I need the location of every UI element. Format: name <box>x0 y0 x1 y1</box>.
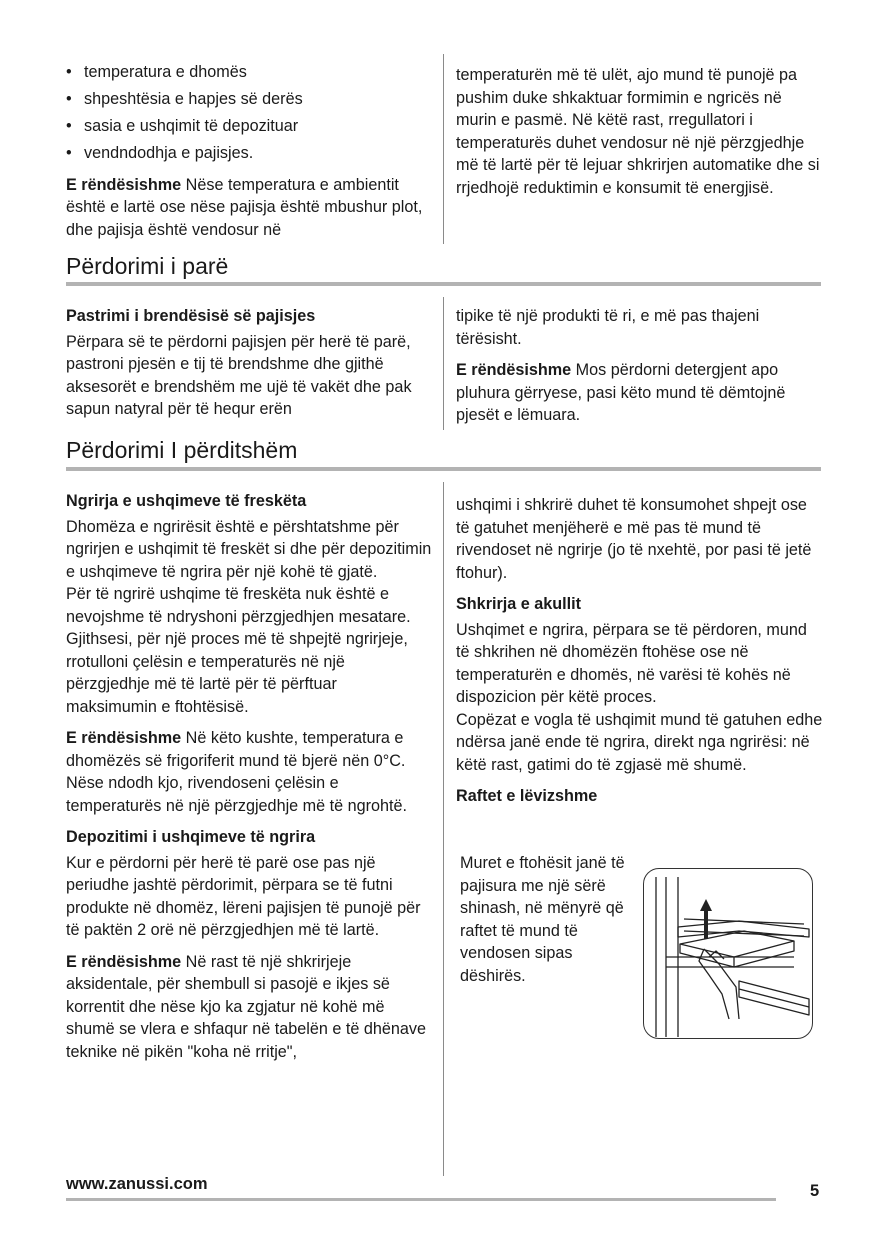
body-paragraph: temperaturën më të ulët, ajo mund të punojë pa pushim duke shkaktuar formimin e ngricës në murin e pasmë. Në këtë rast, rregullatori i temperaturës duhet vendosur në një përzgjedhje më të lartë për të lejuar shkrirjen automatike dhe si rrjedhojë reduktimin e konsumit të energjisë. <box>456 66 820 197</box>
heading-rule <box>66 282 821 286</box>
body-paragraph: Dhomëza e ngrirësit është e përshtatshme për ngrirjen e ushqimit të freskët si dhe për depozitimin e ushqimeve të ngrira për një kohë të gjatë. <box>66 517 432 581</box>
section1-right-column <box>456 305 824 427</box>
list-item: • vendndodhja e pajisjes. <box>66 142 432 165</box>
section2-left-column <box>66 490 432 1063</box>
list-item: • temperatura e dhomës <box>66 61 432 84</box>
body-paragraph: Copëzat e vogla të ushqimit mund të gatuhen edhe ndërsa janë ende të ngrira, direkt nga ngrirësi: në këtë rast, gatimi do të zgjasë më shumë. <box>456 710 823 774</box>
bullet-list <box>66 61 432 165</box>
body-paragraph: Muret e ftohësit janë të pajisura me një sërë shinash, në mënyrë që raftet të mund të vendosen sipas dëshirës. <box>460 854 625 985</box>
section-heading-first-use: Përdorimi i parë <box>66 253 229 279</box>
note-paragraph <box>66 951 432 1064</box>
section2-right-column <box>456 494 824 808</box>
subheading-defrosting: Shkrirja e akullit <box>456 595 582 613</box>
subheading-movable-shelves: Raftet e lëvizshme <box>456 787 598 805</box>
list-item: • shpeshtësia e hapjes së derës <box>66 88 432 111</box>
body-paragraph: Përpara së te përdorni pajisjen për herë të parë, pastroni pjesën e tij të brendshme dhe gjithë aksesorët e brendshëm me ujë të vakët dhe pak sapun natyral për të hequr erën <box>66 332 412 418</box>
website-link[interactable]: www.zanussi.com <box>66 1175 208 1193</box>
footer-rule <box>66 1198 776 1201</box>
body-paragraph: Për të ngrirë ushqime të freskëta nuk është e nevojshme të ndryshoni përzgjedhjen mesatare. <box>66 585 411 626</box>
list-item: • sasia e ushqimit të depozituar <box>66 115 432 138</box>
shelf-description <box>460 852 630 987</box>
note-label: E rëndësishme <box>66 729 182 747</box>
body-paragraph: Ushqimet e ngrira, përpara se të përdoren, mund të shkrihen në dhomëzën ftohëse ose në temperaturën e dhomës, në varësi të kohës në dispozicion për këtë proces. <box>456 620 807 706</box>
subheading-freezing: Ngrirja e ushqimeve të freskëta <box>66 492 307 510</box>
note-paragraph <box>456 359 824 427</box>
body-paragraph: Kur e përdorni për herë të parë ose pas një periudhe jashtë përdorimit, përpara se të futni produkte në dhomëz, lëreni pajisjen të punojë për të paktën 2 orë në përzgjedhjen më të lartë. <box>66 853 421 939</box>
note-text: Nëse temperatura e ambientit është e lartë ose nëse pajisja është mbushur plot, dhe pajisja është vendosur në <box>66 175 423 239</box>
column-divider <box>443 482 444 1176</box>
note-text: Në rast të një shkrirjeje aksidentale, për shembull si pasojë e ikjes së korrentit dhe nëse kjo ka zgjatur në kohë më shumë se vlera e shfaqur në tabelën e të dhënave teknike në pikën "koha në rritje", <box>66 952 426 1061</box>
section-heading-daily-use: Përdorimi I përditshëm <box>66 437 298 463</box>
body-paragraph: tipike të një produkti të ri, e më pas thajeni tërësisht. <box>456 307 760 348</box>
page-number: 5 <box>810 1182 820 1200</box>
note-text: Mos përdorni detergjent apo pluhura gërryese, pasi këto mund të dëmtojnë pjesët e lëmuara. <box>456 361 786 424</box>
note-label: E rëndësishme <box>456 361 572 379</box>
heading-rule <box>66 467 821 471</box>
note-text: Në këto kushte, temperatura e dhomëzës së frigoriferit mund të bjerë nën 0°C. Nëse ndodh kjo, rivendoseni çelësin e temperaturës në një përzgjedhje më të ngrohtë. <box>66 729 408 815</box>
section0-right-column <box>456 64 824 199</box>
note-label: E rëndësishme <box>66 952 182 971</box>
note-paragraph <box>66 727 432 817</box>
body-paragraph: ushqimi i shkrirë duhet të konsumohet shpejt ose të gatuhet menjëherë e më pas të mund të rivendoset në ngrirje (jo të nxehtë, por pasi të jetë ftohur). <box>456 496 812 582</box>
subheading-storage: Depozitimi i ushqimeve të ngrira <box>66 828 316 846</box>
column-divider <box>443 54 444 244</box>
note-label: E rëndësishme <box>66 175 182 194</box>
section0-left-column <box>66 61 432 241</box>
shelf-illustration-icon <box>643 868 813 1039</box>
section1-left-column <box>66 305 432 421</box>
body-paragraph: Gjithsesi, për një proces më të shpejtë ngrirjeje, rrotulloni çelësin e temperaturës në një përzgjedhje më të lartë për të përftuar maksimumin e ftohtësisë. <box>66 630 408 716</box>
column-divider <box>443 297 444 430</box>
subheading-cleaning: Pastrimi i brendësisë së pajisjes <box>66 307 316 325</box>
note-paragraph <box>66 174 432 242</box>
